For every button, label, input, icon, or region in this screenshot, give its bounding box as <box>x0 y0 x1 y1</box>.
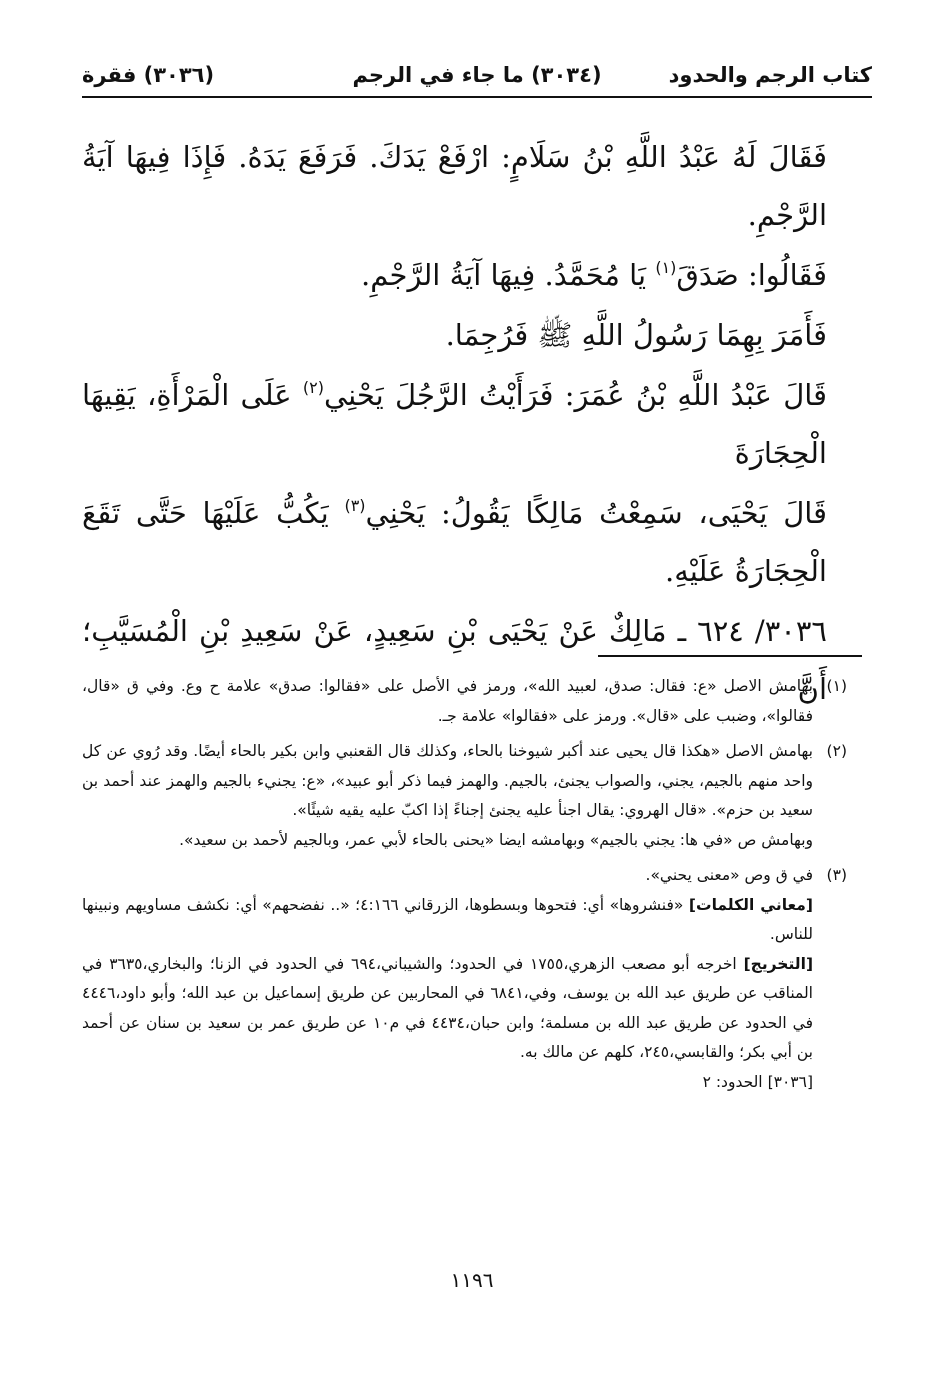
reference-text: الحدود: ٢ <box>702 1072 763 1091</box>
footnote-text: بهامش الاصل «هكذا قال يحيى عند أكبر شيوخنا بالحاء، وكذلك قال القعنبي وابن بكير بالحاء أيضًا. وقد رُوي عن كل واحد منهم بالجيم، يجني، والصواب يجنئ، بالجيم. والهمز فيما ذكر أبو عبيد»، «ع: يجنيء بالجيم والهمز عند أحمد بن سعيد بن حزم». «قال الهروي: يقال اجنأ عليه يجنئ إجناءً إذا اكبّ عليه يقيه شيئًا». <box>82 742 813 819</box>
footnote-marker: (٣) <box>344 496 366 515</box>
page-number: ١١٩٦ <box>450 1268 494 1292</box>
takhrij-label: [التخريج] <box>743 954 814 973</box>
footnotes <box>82 672 847 1103</box>
footnote-3 <box>82 861 847 1097</box>
footnote-2 <box>82 737 847 855</box>
footnote-number: (٣) <box>826 866 847 884</box>
footnote-number: (٢) <box>826 742 847 760</box>
paragraph: ٣٠٣٦/ ٦٢٤ ـ مَالِكٌ عَنْ يَحْيَى بْنِ سَعِيدٍ، عَنْ سَعِيدِ بْنِ الْمُسَيَّبِ؛ أَنَّ <box>82 614 827 706</box>
footnote-marker: (٢) <box>302 378 324 397</box>
paragraph: فَأَمَرَ بِهِمَا رَسُولُ اللَّهِ ﷺ فَرُجِمَا. <box>445 318 827 352</box>
reference-label: [٣٠٣٦] <box>767 1072 813 1091</box>
chapter-title: (٣٠٣٤) ما جاء في الرجم <box>352 63 602 87</box>
footnote-text: وبهامش ص «في ها: يجني بالجيم» وبهامشه ايضا «يحنى بالحاء لأبي عمر، وبالجيم لأحمد بن سعيد». <box>179 830 813 849</box>
word-meanings-label: [معاني الكلمات] <box>688 895 813 914</box>
footnote-text: في ق وص «معنى يحني». <box>645 866 813 884</box>
main-text <box>82 128 872 718</box>
footnote-1 <box>82 672 847 731</box>
word-meanings-text: «فنشروها» أي: فتحوها وبسطوها، الزرقاني ٤:١٦٦؛ «.. نفضحهم» أي: نكشف مساويهم ونبينها للناس. <box>82 895 813 943</box>
paragraph: فَقَالُوا: صَدَقَ$^{(١)}$ يَا مُحَمَّدُ. فِيهَا آيَةُ الرَّجْمِ. <box>361 258 827 292</box>
book-title: كتاب الرجم والحدود <box>668 63 872 87</box>
paragraph: قَالَ يَحْيَى، سَمِعْتُ مَالِكًا يَقُولُ: يَحْنِي$^{(٣)}$ يَكُبُّ عَلَيْهَا حَتَّى تَقَعَ الْحِجَارَةُ عَلَيْهِ. <box>82 496 827 588</box>
cross-reference <box>82 1068 813 1098</box>
header-divider <box>82 96 872 98</box>
footnote-text: بهامش الاصل «ع: فقال: صدق، لعبيد الله»، ورمز في الأصل على «فقالوا: صدق» علامة ح وع. وفي ق «قال، فقالوا»، وضبب على «قال». ورمز على «فقالوا» علامة جـ. <box>82 677 813 725</box>
paragraph: فَقَالَ لَهُ عَبْدُ اللَّهِ بْنُ سَلَامٍ: ارْفَعْ يَدَكَ. فَرَفَعَ يَدَهُ. فَإِذَا فِيهَا آيَةُ الرَّجْمِ. <box>82 140 827 232</box>
takhrij-text: اخرجه أبو مصعب الزهري،١٧٥٥ في الحدود؛ والشيباني،٦٩٤ في الحدود في الزنا؛ والبخاري،٣٦٣٥ في المناقب عن طريق عبد الله بن يوسف، وفي،٦٨٤١ في المحاربين عن طريق إسماعيل بن عبد الله؛ وأبو داود،٤٤٤٦ في الحدود عن طريق عبد الله بن مسلمة؛ وابن حبان،٤٤٣٤ في م١٠ عن طريق عمر بن سعيد بن سنان عن أحمد بن أبي بكر؛ والقابسي،٢٤٥، كلهم عن مالك به. <box>82 954 813 1061</box>
paragraph-ref: (٣٠٣٦) فقرة <box>82 63 215 87</box>
footnote-divider <box>598 655 862 657</box>
footnote-number: (١) <box>826 677 847 695</box>
takhrij <box>82 950 813 1068</box>
footnote-marker: (١) <box>655 258 677 277</box>
word-meanings <box>82 891 813 950</box>
running-header <box>82 58 872 92</box>
paragraph: قَالَ عَبْدُ اللَّهِ بْنُ عُمَرَ: فَرَأَيْتُ الرَّجُلَ يَحْنِي$^{(٢)}$ عَلَى الْمَرْأَةِ، يَقِيهَا الْحِجَارَةَ <box>82 378 827 470</box>
